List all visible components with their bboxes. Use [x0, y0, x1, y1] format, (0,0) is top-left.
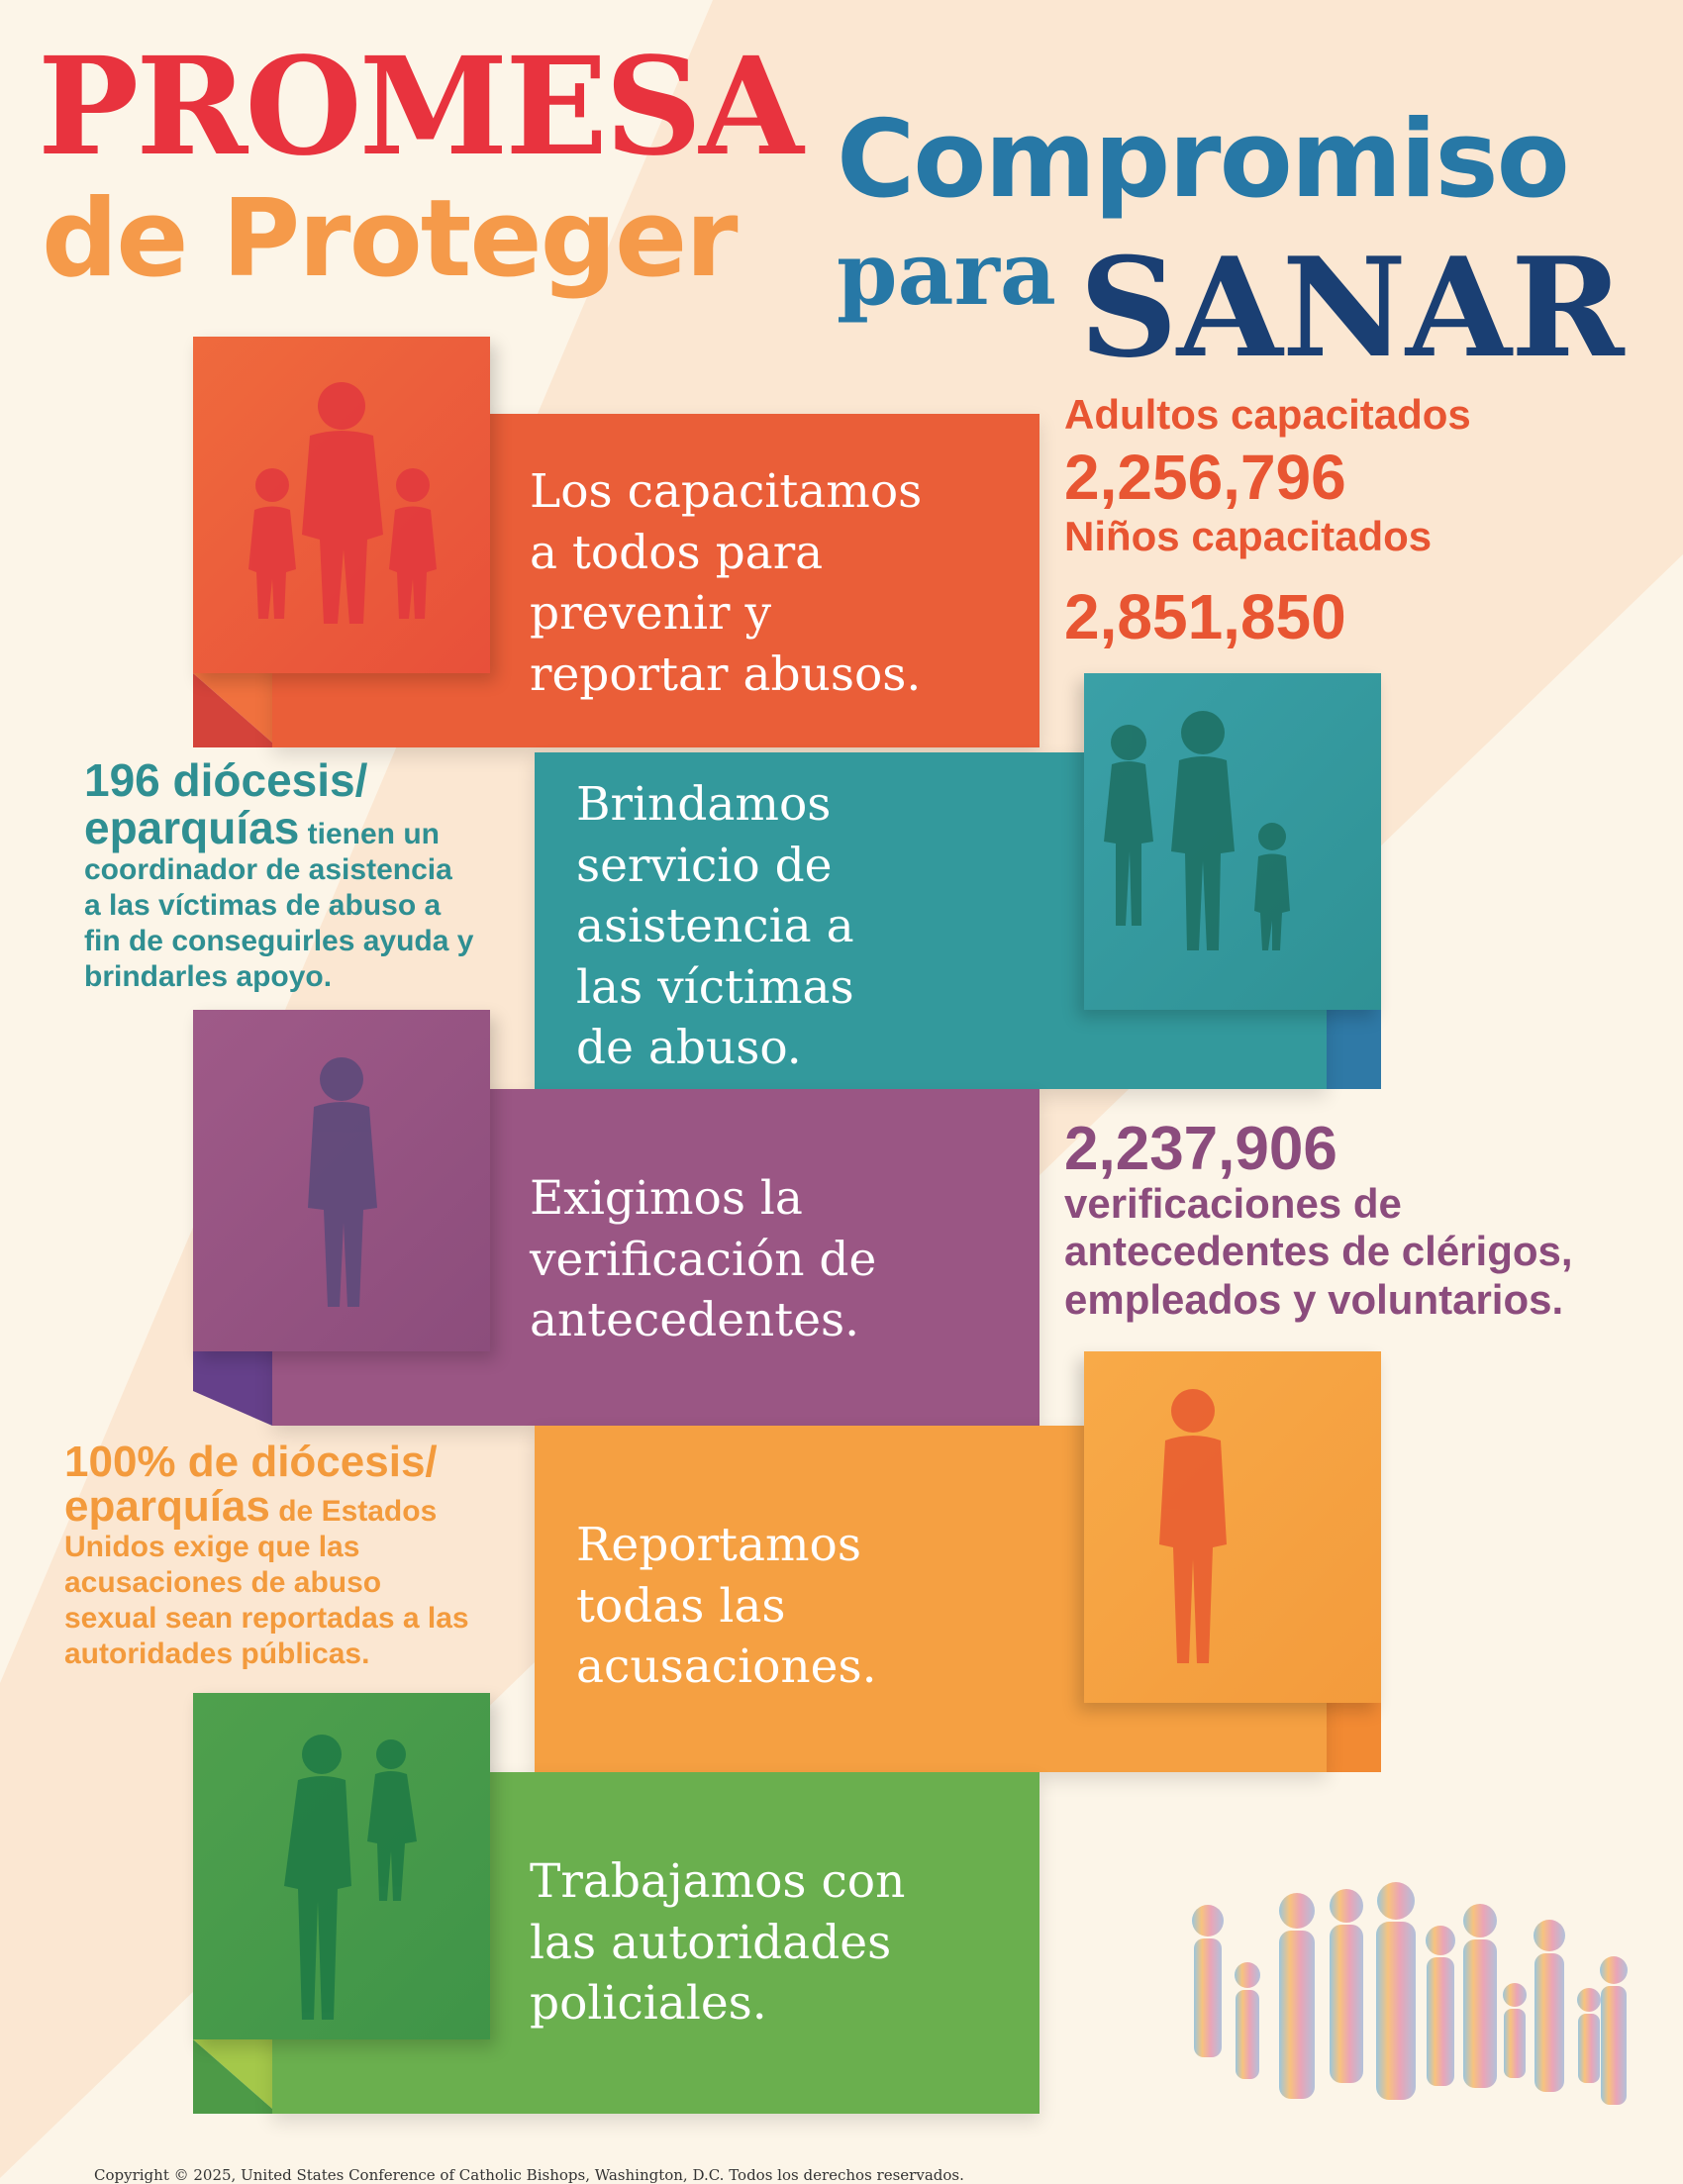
card-reporting-text: Reportamos todas las acusaciones.	[576, 1518, 877, 1695]
stat-adults-label: Adultos capacitados	[1064, 391, 1471, 438]
stat-adults-value: 2,256,796	[1064, 442, 1346, 513]
title-de-proteger: de Proteger	[42, 177, 737, 301]
stat-dioceses-bold: 196 diócesis/ eparquías	[84, 754, 368, 853]
figure-panel-reporting	[1084, 1351, 1381, 1703]
title-sanar: SANAR	[1079, 227, 1624, 388]
card-assistance-text: Brindamos servicio de asistencia a las víctimas de abuso.	[576, 777, 854, 1076]
figure-panel-background-checks	[193, 1010, 490, 1351]
stat-reporting-rest: de Estados Unidos exige que las acusaciones de abuso sexual sean reportadas a las autoridades públicas.	[64, 1495, 469, 1670]
stat-dioceses-rest: tienen un coordinador de asistencia a las víctimas de abuso a fin de conseguirles ayuda y brindarles apoyo.	[84, 818, 474, 993]
person-standing-icon	[193, 1010, 490, 1351]
stat-reporting	[64, 1440, 469, 1672]
title-compromiso: Compromiso	[837, 98, 1568, 222]
stat-checks-value: 2,237,906	[1064, 1115, 1337, 1183]
stat-dioceses	[84, 754, 474, 995]
crowd-silhouette-icon	[1168, 1881, 1634, 2138]
figure-panel-assistance	[1084, 673, 1381, 1010]
adult-and-child-icon	[193, 1693, 490, 2039]
stat-children-value: 2,851,850	[1064, 581, 1346, 652]
card-training-text: Los capacitamos a todos para prevenir y reportar abusos.	[530, 464, 923, 702]
card-law-enforcement-text: Trabajamos con las autoridades policiales.	[530, 1854, 906, 2032]
stat-reporting-bold: 100% de diócesis/ eparquías	[64, 1438, 438, 1531]
title-para: para	[837, 222, 1056, 325]
card-background-checks-text: Exigimos la verificación de antecedentes.	[530, 1171, 877, 1348]
stat-checks-text: verificaciones de antecedentes de clérigos, empleados y voluntarios.	[1064, 1180, 1573, 1323]
figure-panel-law-enforcement	[193, 1693, 490, 2039]
person-standing-icon	[1084, 1351, 1381, 1703]
family-parents-child-icon	[1084, 673, 1381, 1010]
copyright-notice: Copyright © 2025, United States Conference of Catholic Bishops, Washington, D.C. Todos los derechos reservados.	[94, 2166, 964, 2184]
family-adult-two-children-icon	[193, 337, 490, 673]
figure-panel-training	[193, 337, 490, 673]
title-promesa: PROMESA	[38, 28, 801, 186]
stat-children-label: Niños capacitados	[1064, 513, 1433, 559]
